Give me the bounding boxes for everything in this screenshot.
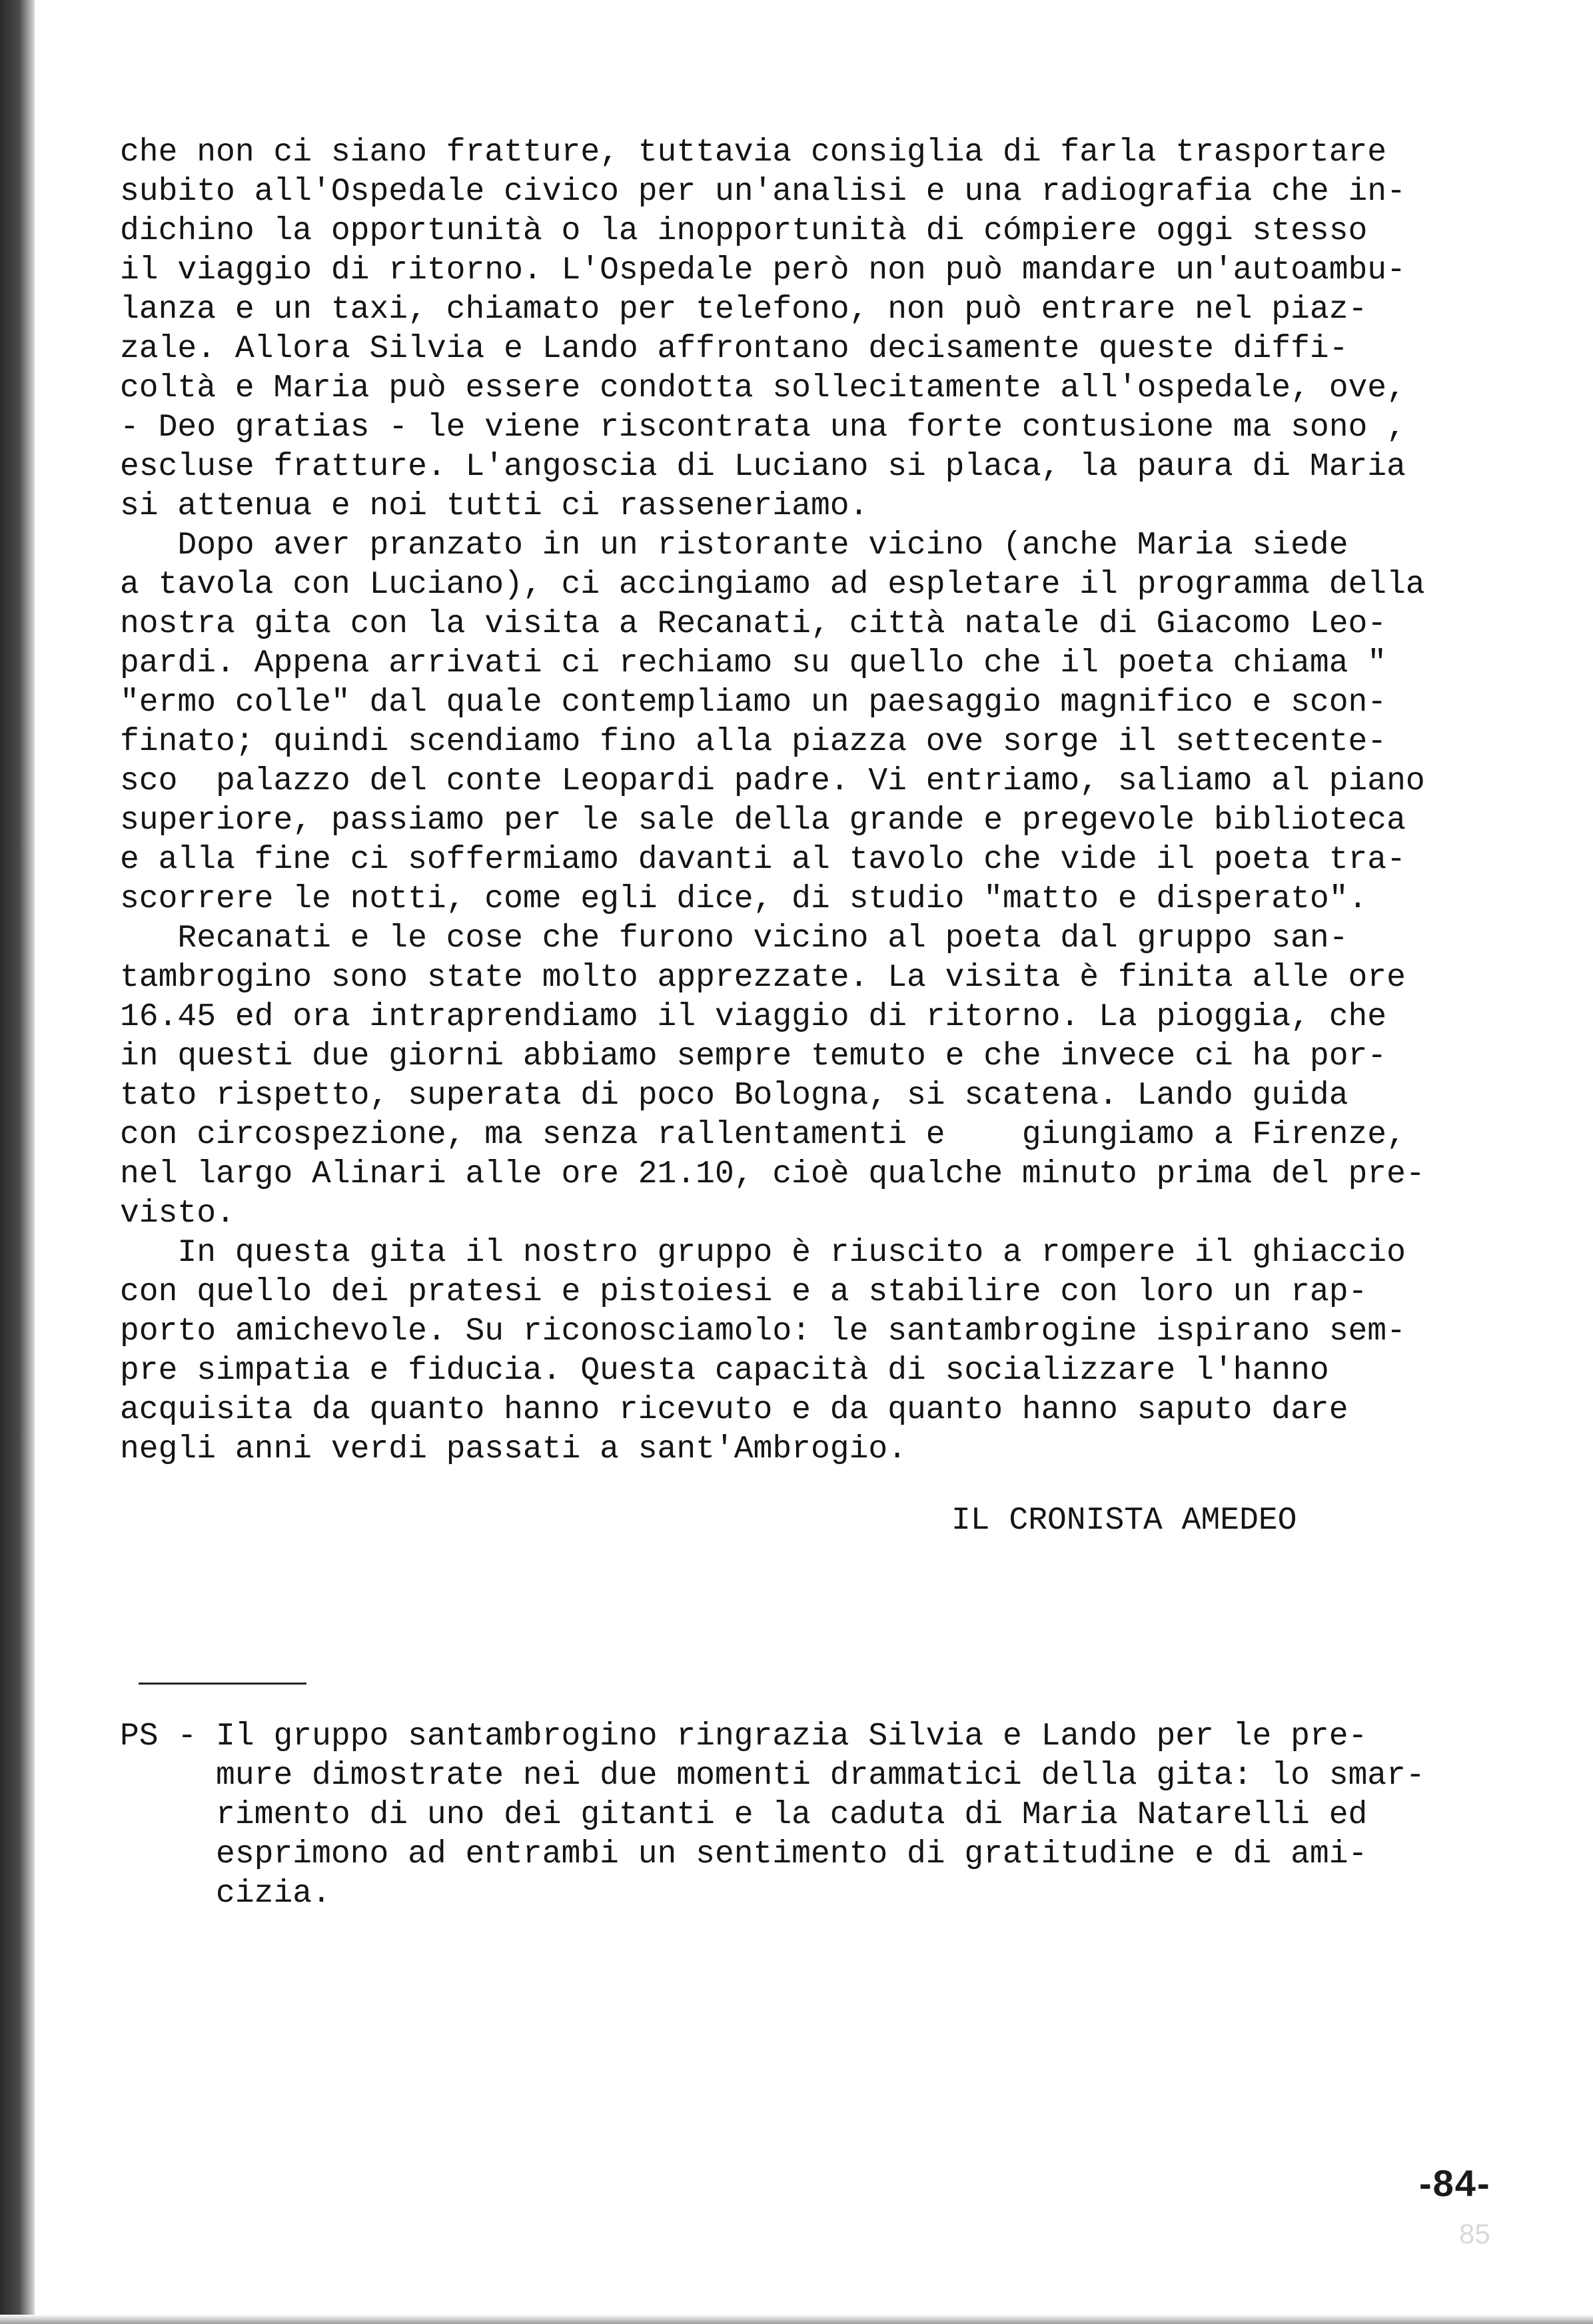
footnote-rule <box>139 1683 306 1685</box>
page-number: -84- <box>1419 2162 1491 2204</box>
text-line: acquisita da quanto hanno ricevuto e da quanto hanno saputo dare <box>120 1392 1348 1428</box>
text-line: tambrogino sono state molto apprezzate. La visita è finita alle ore <box>120 960 1406 996</box>
text-line: con quello dei pratesi e pistoiesi e a stabilire con loro un rap- <box>120 1274 1368 1310</box>
text-line: il viaggio di ritorno. L'Ospedale però non può mandare un'autoambu- <box>120 252 1406 288</box>
text-line: lanza e un taxi, chiamato per telefono, non può entrare nel piaz- <box>120 292 1368 328</box>
text-line: visto. <box>120 1196 235 1232</box>
text-line: Dopo aver pranzato in un ristorante vicino (anche Maria siede <box>120 528 1348 564</box>
text-line: sco palazzo del conte Leopardi padre. Vi entriamo, saliamo al piano <box>120 763 1425 799</box>
text-line: In questa gita il nostro gruppo è riuscito a rompere il ghiaccio <box>120 1235 1406 1271</box>
scan-bottom-edge <box>0 2315 1593 2324</box>
text-line: subito all'Ospedale civico per un'analisi e una radiografia che in- <box>120 174 1406 210</box>
postscript-line: PS - Il gruppo santambrogino ringrazia Silvia e Lando per le pre- <box>120 1719 1368 1754</box>
text-line: e alla fine ci soffermiamo davanti al tavolo che vide il poeta tra- <box>120 842 1406 878</box>
scan-edge <box>0 0 35 2324</box>
text-line: nostra gita con la visita a Recanati, città natale di Giacomo Leo- <box>120 606 1387 642</box>
postscript-line: rimento di uno dei gitanti e la caduta di Maria Natarelli ed <box>120 1797 1368 1833</box>
text-line: che non ci siano fratture, tuttavia consiglia di farla trasportare <box>120 135 1387 171</box>
text-line: "ermo colle" dal quale contempliamo un paesaggio magnifico e scon- <box>120 685 1387 721</box>
text-line: scorrere le notti, come egli dice, di studio "matto e disperato". <box>120 881 1368 917</box>
text-line: negli anni verdi passati a sant'Ambrogio. <box>120 1431 907 1467</box>
text-line: pre simpatia e fiducia. Questa capacità di socializzare l'hanno <box>120 1353 1329 1389</box>
text-line: escluse fratture. L'angoscia di Luciano si placa, la paura di Maria <box>120 449 1406 485</box>
text-line: - Deo gratias - le viene riscontrata una forte contusione ma sono , <box>120 410 1406 446</box>
postscript-line: mure dimostrate nei due momenti drammatici della gita: lo smar- <box>120 1758 1425 1794</box>
postscript-line: esprimono ad entrambi un sentimento di gratitudine e di ami- <box>120 1836 1368 1872</box>
text-line: si attenua e noi tutti ci rasseneriamo. <box>120 488 869 524</box>
ghost-page-number: 85 <box>1459 2218 1490 2249</box>
text-line: dichino la opportunità o la inopportunità di cómpiere oggi stesso <box>120 213 1368 249</box>
text-line: tato rispetto, superata di poco Bologna, si scatena. Lando guida <box>120 1078 1348 1114</box>
text-line: in questi due giorni abbiamo sempre temuto e che invece ci ha por- <box>120 1038 1387 1074</box>
text-line: a tavola con Luciano), ci accingiamo ad espletare il programma della <box>120 567 1425 603</box>
text-line: porto amichevole. Su riconosciamolo: le santambrogine ispirano sem- <box>120 1314 1406 1350</box>
text-line: 16.45 ed ora intraprendiamo il viaggio di ritorno. La pioggia, che <box>120 999 1387 1035</box>
postscript-line: cizia. <box>120 1876 331 1912</box>
text-line: nel largo Alinari alle ore 21.10, cioè qualche minuto prima del pre- <box>120 1156 1425 1192</box>
text-line: con circospezione, ma senza rallentamenti e giungiamo a Firenze, <box>120 1117 1406 1153</box>
text-line: finato; quindi scendiamo fino alla piazza ove sorge il settecente- <box>120 724 1387 760</box>
signature: IL CRONISTA AMEDEO <box>951 1503 1297 1539</box>
text-line: coltà e Maria può essere condotta sollecitamente all'ospedale, ove, <box>120 370 1406 406</box>
text-line: Recanati e le cose che furono vicino al poeta dal gruppo san- <box>120 921 1348 957</box>
text-line: zale. Allora Silvia e Lando affrontano decisamente queste diffi- <box>120 331 1348 367</box>
text-line: superiore, passiamo per le sale della grande e pregevole biblioteca <box>120 803 1406 839</box>
text-line: pardi. Appena arrivati ci rechiamo su quello che il poeta chiama " <box>120 645 1387 681</box>
